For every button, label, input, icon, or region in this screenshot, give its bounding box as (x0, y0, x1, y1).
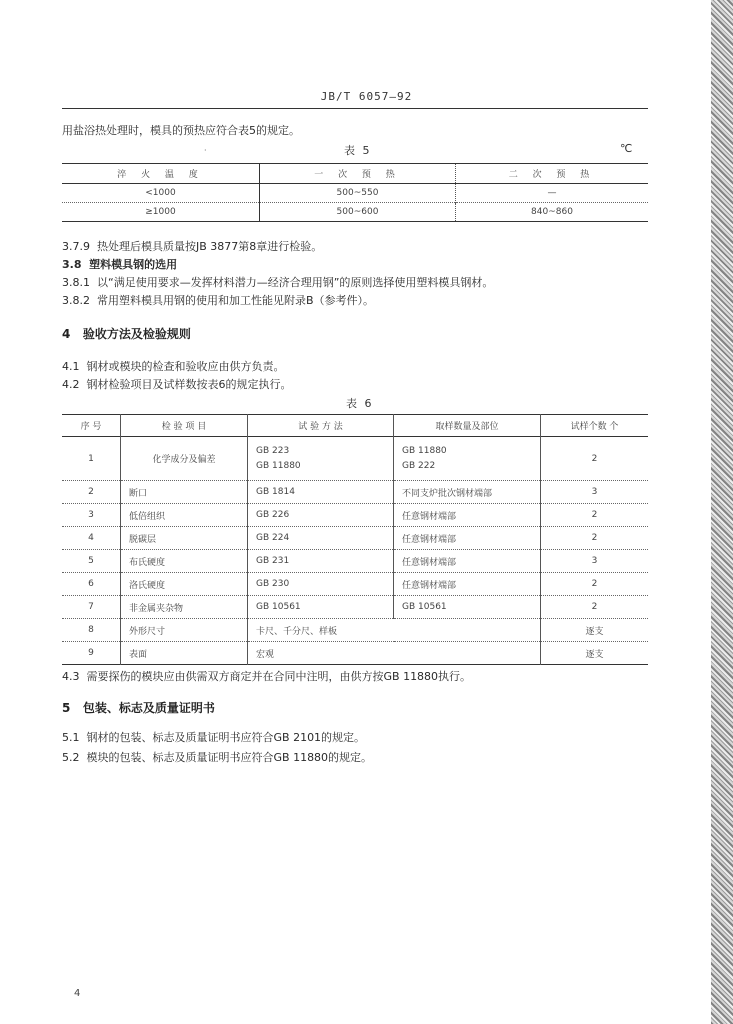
table5-cell: 840~860 (531, 207, 573, 217)
sampling-location: 任意钢材端部 (394, 504, 541, 527)
test-method: GB 224 (248, 527, 394, 550)
clause-number: 4.1 (62, 360, 80, 373)
sample-count: 逐支 (585, 626, 604, 637)
clause-3-8 (62, 256, 177, 272)
test-item: 脱碳层 (121, 527, 248, 550)
test-item: 化学成分及偏差 (121, 437, 248, 481)
row-number: 8 (62, 619, 121, 642)
table-row (62, 550, 648, 573)
clause-3-8-2 (62, 292, 374, 308)
test-item: 布氏硬度 (121, 550, 248, 573)
clause-3-8-1 (62, 274, 493, 290)
table5-cell: — (547, 188, 557, 198)
row-number: 4 (62, 527, 121, 550)
sampling-line: GB 222 (402, 460, 436, 471)
section-title: 包装、标志及质量证明书 (82, 701, 215, 715)
test-method (248, 437, 394, 481)
stray-mark: · (204, 146, 207, 155)
test-item: 外形尺寸 (121, 619, 248, 642)
clause-number: 4.2 (62, 378, 80, 391)
test-method: GB 231 (248, 550, 394, 573)
table5-header-cell: 一 次 预 热 (260, 164, 456, 184)
row-number: 7 (62, 596, 121, 619)
row-number: 2 (62, 481, 121, 504)
table-row (62, 437, 648, 481)
row-number: 9 (62, 642, 121, 665)
test-item: 低倍组织 (121, 504, 248, 527)
row-number: 5 (62, 550, 121, 573)
clause-number: 3.8 (62, 258, 82, 271)
section-number: 4 (62, 327, 71, 341)
clause-text: 需要探伤的模块应由供需双方商定并在合同中注明，由供方按GB 11880执行。 (86, 670, 472, 683)
table-row (62, 596, 648, 619)
table6-caption: 表 6 (346, 397, 374, 410)
sample-count: 2 (591, 453, 598, 464)
sample-count: 逐支 (585, 649, 604, 660)
table-row (62, 481, 648, 504)
clause-text: 以“满足使用要求—发挥材料潜力—经济合理用钢”的原则选择使用塑料模具钢材。 (97, 276, 494, 289)
sample-count: 2 (591, 579, 598, 589)
section-title: 验收方法及检验规则 (82, 327, 191, 341)
table6 (62, 414, 648, 665)
clause-number: 5.2 (62, 751, 80, 764)
test-item: 洛氏硬度 (121, 573, 248, 596)
sampling-location: 不同支炉批次钢材端部 (394, 481, 541, 504)
table6-header-cell: 试 验 方 法 (248, 415, 394, 437)
table5 (62, 163, 648, 222)
clause-text: 钢材或模块的检查和验收应由供方负责。 (86, 360, 285, 373)
sample-count: 2 (591, 510, 598, 520)
clause-number: 5.1 (62, 731, 80, 744)
table5-row (62, 203, 648, 222)
test-method: GB 226 (248, 504, 394, 527)
table5-unit: ℃ (620, 142, 633, 155)
table5-cell: 500~550 (260, 184, 456, 203)
row-number: 1 (62, 437, 121, 481)
table5-cell: ≥1000 (62, 203, 260, 222)
clause-text: 常用塑料模具用钢的使用和加工性能见附录B（参考件）。 (97, 294, 375, 307)
table5-caption: 表 5 (344, 144, 372, 157)
clause-4-1 (62, 358, 285, 374)
section-number: 5 (62, 701, 71, 715)
table-row (62, 573, 648, 596)
table5-header-cell: 二 次 预 热 (508, 170, 596, 180)
clause-text: 钢材的包装、标志及质量证明书应符合GB 2101的规定。 (86, 731, 366, 744)
clause-text: 钢材检验项目及试样数按表6的规定执行。 (86, 378, 292, 391)
test-method: GB 1814 (248, 481, 394, 504)
section-5-heading (62, 699, 215, 716)
scan-edge-artifact (711, 0, 733, 1024)
table6-header-cell: 试样个数 个 (570, 422, 619, 432)
sample-count: 2 (591, 533, 598, 543)
clause-title: 塑料模具钢的选用 (89, 258, 178, 271)
clause-text: 模块的包装、标志及质量证明书应符合GB 11880的规定。 (86, 751, 373, 764)
header-rule (62, 108, 648, 109)
clause-3-7-9 (62, 238, 322, 254)
table6-header-row (62, 415, 648, 437)
table5-cell: 500~600 (260, 203, 456, 222)
test-method: 宏观 (248, 642, 541, 665)
table-row (62, 619, 648, 642)
clause-5-2 (62, 749, 372, 765)
sampling-location: 任意钢材端部 (394, 573, 541, 596)
table6-header-cell: 序 号 (62, 415, 121, 437)
test-item: 非金属夹杂物 (121, 596, 248, 619)
page-number: 4 (74, 988, 81, 999)
row-number: 6 (62, 573, 121, 596)
table6-header-cell: 取样数量及部位 (394, 415, 541, 437)
section-4-heading (62, 325, 191, 342)
clause-number: 3.8.2 (62, 294, 90, 307)
clause-4-2 (62, 376, 292, 392)
table-row (62, 504, 648, 527)
test-method-line: GB 11880 (256, 460, 301, 471)
clause-5-1 (62, 729, 365, 745)
table5-cell: <1000 (62, 184, 260, 203)
table-row (62, 527, 648, 550)
row-number: 3 (62, 504, 121, 527)
table-row (62, 642, 648, 665)
clause-number: 3.8.1 (62, 276, 90, 289)
sample-count: 3 (591, 556, 598, 566)
test-method: GB 10561 (248, 596, 394, 619)
test-method: GB 230 (248, 573, 394, 596)
intro-paragraph: 用盐浴热处理时，模具的预热应符合表5的规定。 (62, 124, 300, 137)
test-method: 卡尺、千分尺、样板 (248, 619, 541, 642)
test-method-line: GB 223 (256, 445, 290, 456)
sampling-location (394, 437, 541, 481)
clause-text: 热处理后模具质量按JB 3877第8章进行检验。 (97, 240, 323, 253)
table5-header-row (62, 164, 648, 184)
test-item: 断口 (121, 481, 248, 504)
standard-number: JB/T 6057—92 (320, 90, 413, 103)
sample-count: 2 (591, 602, 598, 612)
clause-number: 4.3 (62, 670, 80, 683)
clause-number: 3.7.9 (62, 240, 90, 253)
table5-row (62, 184, 648, 203)
sample-count: 3 (591, 487, 598, 497)
sampling-location: GB 10561 (394, 596, 541, 619)
sampling-location: 任意钢材端部 (394, 527, 541, 550)
clause-4-3 (62, 668, 471, 684)
table6-header-cell: 检 验 项 目 (121, 415, 248, 437)
test-item: 表面 (121, 642, 248, 665)
table5-header-cell: 淬 火 温 度 (62, 164, 260, 184)
sampling-location: 任意钢材端部 (394, 550, 541, 573)
sampling-line: GB 11880 (402, 445, 447, 456)
